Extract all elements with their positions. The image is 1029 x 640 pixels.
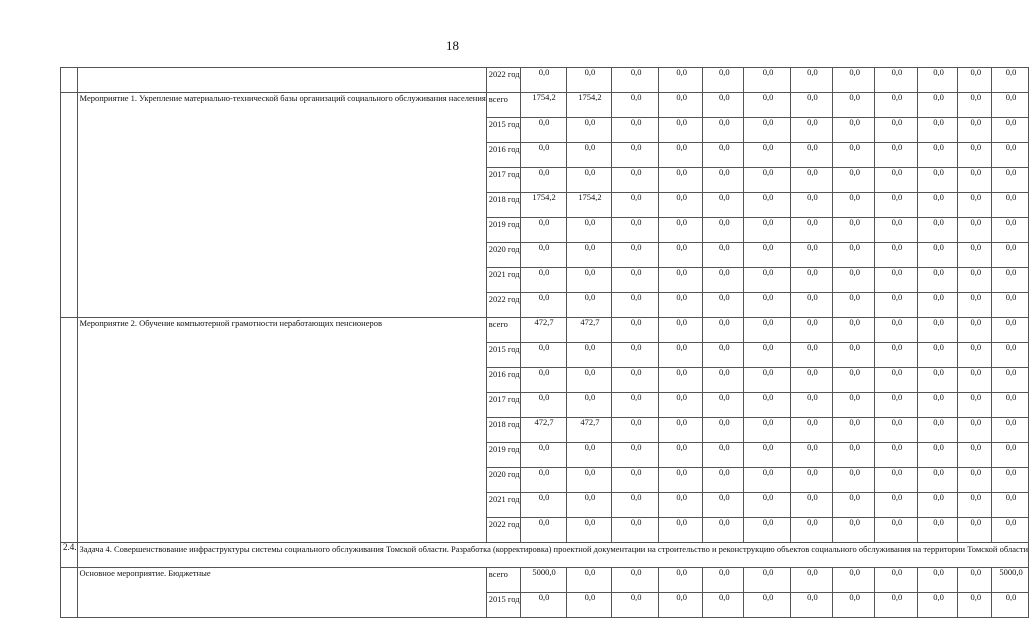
value-cell: 0,0	[875, 368, 917, 393]
value-cell: 0,0	[520, 293, 566, 318]
value-cell: 0,0	[659, 218, 703, 243]
value-cell: 5000,0	[992, 568, 1029, 593]
value-cell: 0,0	[992, 518, 1029, 543]
value-cell: 0,0	[917, 268, 958, 293]
value-cell: 0,0	[520, 443, 566, 468]
value-cell: 0,0	[566, 393, 612, 418]
value-cell: 0,0	[703, 218, 744, 243]
value-cell: 0,0	[659, 268, 703, 293]
table-row	[61, 318, 1029, 343]
year-cell: 2018 год	[486, 193, 520, 218]
value-cell: 0,0	[958, 318, 992, 343]
value-cell: 1754,2	[566, 193, 612, 218]
value-cell: 0,0	[875, 593, 917, 618]
value-cell: 0,0	[703, 443, 744, 468]
value-cell: 0,0	[520, 143, 566, 168]
value-cell: 0,0	[790, 93, 832, 118]
value-cell: 0,0	[744, 143, 791, 168]
value-cell: 0,0	[744, 93, 791, 118]
value-cell: 0,0	[917, 68, 958, 93]
value-cell: 0,0	[744, 393, 791, 418]
value-cell: 0,0	[790, 493, 832, 518]
value-cell: 0,0	[833, 518, 875, 543]
value-cell: 0,0	[992, 393, 1029, 418]
value-cell: 0,0	[744, 493, 791, 518]
value-cell: 0,0	[703, 518, 744, 543]
value-cell: 0,0	[566, 118, 612, 143]
value-cell: 0,0	[744, 218, 791, 243]
value-cell: 0,0	[833, 168, 875, 193]
value-cell: 0,0	[833, 143, 875, 168]
value-cell: 0,0	[917, 143, 958, 168]
value-cell: 0,0	[958, 93, 992, 118]
value-cell: 0,0	[612, 168, 659, 193]
value-cell: 0,0	[875, 193, 917, 218]
value-cell: 0,0	[612, 143, 659, 168]
value-cell: 0,0	[958, 493, 992, 518]
task-number: 2.4.	[61, 543, 78, 568]
value-cell: 0,0	[744, 318, 791, 343]
table-row	[61, 68, 1029, 93]
budget-table	[60, 67, 1029, 618]
row-number-cell	[61, 568, 78, 618]
value-cell: 0,0	[992, 218, 1029, 243]
value-cell: 0,0	[659, 68, 703, 93]
value-cell: 0,0	[790, 168, 832, 193]
value-cell: 0,0	[875, 493, 917, 518]
value-cell: 0,0	[659, 293, 703, 318]
value-cell: 0,0	[833, 193, 875, 218]
value-cell: 0,0	[703, 493, 744, 518]
value-cell: 0,0	[833, 343, 875, 368]
value-cell: 0,0	[992, 593, 1029, 618]
value-cell: 0,0	[790, 118, 832, 143]
value-cell: 0,0	[744, 118, 791, 143]
value-cell: 0,0	[790, 268, 832, 293]
value-cell: 0,0	[833, 268, 875, 293]
value-cell: 0,0	[703, 418, 744, 443]
value-cell: 0,0	[875, 443, 917, 468]
value-cell: 0,0	[875, 68, 917, 93]
value-cell: 0,0	[612, 493, 659, 518]
value-cell: 0,0	[520, 243, 566, 268]
value-cell: 0,0	[659, 318, 703, 343]
year-cell: 2021 год	[486, 268, 520, 293]
value-cell: 0,0	[992, 343, 1029, 368]
value-cell: 0,0	[566, 443, 612, 468]
value-cell: 0,0	[992, 268, 1029, 293]
value-cell: 0,0	[917, 293, 958, 318]
value-cell: 0,0	[958, 468, 992, 493]
value-cell: 0,0	[958, 568, 992, 593]
value-cell: 0,0	[790, 518, 832, 543]
value-cell: 0,0	[612, 268, 659, 293]
value-cell: 0,0	[992, 93, 1029, 118]
value-cell: 0,0	[659, 393, 703, 418]
value-cell: 0,0	[612, 318, 659, 343]
value-cell: 0,0	[703, 68, 744, 93]
value-cell: 0,0	[917, 218, 958, 243]
value-cell: 0,0	[790, 568, 832, 593]
value-cell: 0,0	[612, 218, 659, 243]
value-cell: 0,0	[790, 243, 832, 268]
value-cell: 0,0	[790, 468, 832, 493]
value-cell: 0,0	[612, 468, 659, 493]
value-cell: 0,0	[659, 443, 703, 468]
value-cell: 0,0	[659, 143, 703, 168]
row-number-cell	[61, 93, 78, 318]
value-cell: 0,0	[790, 343, 832, 368]
value-cell: 0,0	[744, 368, 791, 393]
value-cell: 0,0	[917, 118, 958, 143]
measure-name-cell: Мероприятие 1. Укрепление материально-технической базы организаций социального обслуживания населения	[77, 93, 486, 318]
value-cell: 0,0	[992, 293, 1029, 318]
value-cell: 0,0	[520, 268, 566, 293]
year-cell: всего	[486, 318, 520, 343]
value-cell: 0,0	[612, 393, 659, 418]
value-cell: 0,0	[520, 343, 566, 368]
year-cell: 2022 год	[486, 293, 520, 318]
value-cell: 0,0	[744, 243, 791, 268]
value-cell: 0,0	[992, 243, 1029, 268]
value-cell: 0,0	[744, 568, 791, 593]
value-cell: 1754,2	[520, 193, 566, 218]
value-cell: 0,0	[917, 368, 958, 393]
value-cell: 0,0	[703, 118, 744, 143]
value-cell: 0,0	[875, 293, 917, 318]
value-cell: 0,0	[744, 518, 791, 543]
value-cell: 0,0	[917, 193, 958, 218]
value-cell: 0,0	[566, 243, 612, 268]
value-cell: 0,0	[833, 468, 875, 493]
value-cell: 0,0	[992, 118, 1029, 143]
value-cell: 0,0	[917, 443, 958, 468]
value-cell: 0,0	[958, 143, 992, 168]
year-cell: 2019 год	[486, 443, 520, 468]
year-cell: 2016 год	[486, 143, 520, 168]
value-cell: 0,0	[833, 568, 875, 593]
value-cell: 0,0	[833, 368, 875, 393]
value-cell: 5000,0	[520, 568, 566, 593]
value-cell: 0,0	[659, 468, 703, 493]
value-cell: 0,0	[703, 268, 744, 293]
year-cell: 2015 год	[486, 118, 520, 143]
value-cell: 0,0	[875, 268, 917, 293]
value-cell: 0,0	[958, 593, 992, 618]
task-row	[61, 543, 1029, 568]
value-cell: 0,0	[703, 318, 744, 343]
task-description: Задача 4. Совершенствование инфраструктуры системы социального обслуживания Томской области. Разработка (корректировка) проектной документации на строительство и реконструкцию объектов социального обслуживания на территории Томской области	[77, 543, 1029, 568]
value-cell: 0,0	[958, 268, 992, 293]
value-cell: 0,0	[659, 118, 703, 143]
value-cell: 0,0	[917, 593, 958, 618]
value-cell: 0,0	[917, 343, 958, 368]
value-cell: 0,0	[520, 393, 566, 418]
value-cell: 0,0	[566, 143, 612, 168]
value-cell: 0,0	[875, 518, 917, 543]
value-cell: 0,0	[917, 318, 958, 343]
value-cell: 0,0	[833, 393, 875, 418]
year-cell: 2020 год	[486, 243, 520, 268]
value-cell: 0,0	[566, 218, 612, 243]
value-cell: 0,0	[744, 468, 791, 493]
value-cell: 0,0	[917, 93, 958, 118]
value-cell: 1754,2	[566, 93, 612, 118]
value-cell: 472,7	[566, 418, 612, 443]
value-cell: 0,0	[992, 193, 1029, 218]
value-cell: 0,0	[958, 243, 992, 268]
measure-name-cell: Основное мероприятие. Бюджетные	[77, 568, 486, 618]
value-cell: 0,0	[703, 368, 744, 393]
value-cell: 472,7	[520, 318, 566, 343]
value-cell: 0,0	[917, 243, 958, 268]
value-cell: 0,0	[703, 243, 744, 268]
value-cell: 0,0	[659, 368, 703, 393]
value-cell: 0,0	[566, 568, 612, 593]
value-cell: 0,0	[744, 68, 791, 93]
value-cell: 0,0	[992, 143, 1029, 168]
value-cell: 0,0	[833, 593, 875, 618]
value-cell: 0,0	[612, 68, 659, 93]
value-cell: 0,0	[790, 68, 832, 93]
value-cell: 0,0	[875, 393, 917, 418]
year-cell: 2015 год	[486, 343, 520, 368]
year-cell: 2017 год	[486, 393, 520, 418]
value-cell: 0,0	[703, 343, 744, 368]
value-cell: 0,0	[917, 493, 958, 518]
value-cell: 0,0	[875, 168, 917, 193]
value-cell: 0,0	[612, 568, 659, 593]
value-cell: 0,0	[790, 593, 832, 618]
year-cell: 2022 год	[486, 68, 520, 93]
value-cell: 0,0	[659, 93, 703, 118]
value-cell: 0,0	[917, 418, 958, 443]
value-cell: 1754,2	[520, 93, 566, 118]
value-cell: 0,0	[875, 143, 917, 168]
value-cell: 0,0	[833, 93, 875, 118]
value-cell: 0,0	[958, 418, 992, 443]
value-cell: 0,0	[790, 193, 832, 218]
value-cell: 0,0	[958, 118, 992, 143]
value-cell: 0,0	[520, 368, 566, 393]
value-cell: 0,0	[875, 243, 917, 268]
value-cell: 0,0	[992, 68, 1029, 93]
value-cell: 0,0	[992, 168, 1029, 193]
value-cell: 0,0	[958, 393, 992, 418]
value-cell: 0,0	[566, 343, 612, 368]
year-cell: 2016 год	[486, 368, 520, 393]
value-cell: 0,0	[833, 218, 875, 243]
value-cell: 0,0	[612, 93, 659, 118]
value-cell: 0,0	[992, 468, 1029, 493]
value-cell: 0,0	[566, 493, 612, 518]
value-cell: 0,0	[659, 243, 703, 268]
value-cell: 0,0	[833, 118, 875, 143]
value-cell: 0,0	[744, 418, 791, 443]
value-cell: 0,0	[917, 568, 958, 593]
value-cell: 0,0	[833, 493, 875, 518]
value-cell: 0,0	[958, 193, 992, 218]
value-cell: 0,0	[875, 468, 917, 493]
value-cell: 0,0	[833, 243, 875, 268]
value-cell: 0,0	[612, 593, 659, 618]
value-cell: 0,0	[659, 418, 703, 443]
value-cell: 0,0	[566, 268, 612, 293]
value-cell: 0,0	[703, 393, 744, 418]
value-cell: 0,0	[612, 243, 659, 268]
value-cell: 0,0	[875, 93, 917, 118]
value-cell: 0,0	[958, 293, 992, 318]
value-cell: 0,0	[992, 318, 1029, 343]
page-number: 18	[446, 38, 459, 53]
value-cell: 0,0	[875, 218, 917, 243]
value-cell: 0,0	[659, 568, 703, 593]
value-cell: 0,0	[703, 143, 744, 168]
value-cell: 0,0	[744, 168, 791, 193]
value-cell: 0,0	[917, 168, 958, 193]
value-cell: 0,0	[992, 443, 1029, 468]
value-cell: 0,0	[958, 343, 992, 368]
value-cell: 0,0	[612, 368, 659, 393]
value-cell: 0,0	[833, 418, 875, 443]
value-cell: 0,0	[917, 518, 958, 543]
value-cell: 0,0	[520, 118, 566, 143]
value-cell: 0,0	[833, 68, 875, 93]
value-cell: 0,0	[566, 293, 612, 318]
value-cell: 0,0	[958, 368, 992, 393]
value-cell: 0,0	[566, 468, 612, 493]
value-cell: 0,0	[917, 468, 958, 493]
value-cell: 0,0	[790, 393, 832, 418]
value-cell: 0,0	[659, 193, 703, 218]
value-cell: 472,7	[520, 418, 566, 443]
value-cell: 0,0	[744, 443, 791, 468]
value-cell: 0,0	[520, 68, 566, 93]
value-cell: 0,0	[659, 343, 703, 368]
year-cell: 2015 год	[486, 593, 520, 618]
row-number-cell	[61, 318, 78, 543]
value-cell: 472,7	[566, 318, 612, 343]
year-cell: 2017 год	[486, 168, 520, 193]
value-cell: 0,0	[833, 318, 875, 343]
value-cell: 0,0	[790, 143, 832, 168]
value-cell: 0,0	[520, 468, 566, 493]
value-cell: 0,0	[790, 318, 832, 343]
value-cell: 0,0	[520, 518, 566, 543]
value-cell: 0,0	[958, 168, 992, 193]
value-cell: 0,0	[566, 368, 612, 393]
value-cell: 0,0	[659, 493, 703, 518]
value-cell: 0,0	[566, 68, 612, 93]
value-cell: 0,0	[612, 118, 659, 143]
value-cell: 0,0	[520, 593, 566, 618]
year-cell: всего	[486, 568, 520, 593]
value-cell: 0,0	[612, 343, 659, 368]
value-cell: 0,0	[744, 193, 791, 218]
value-cell: 0,0	[917, 393, 958, 418]
measure-name-cell	[77, 68, 486, 93]
table-row	[61, 568, 1029, 593]
value-cell: 0,0	[790, 218, 832, 243]
value-cell: 0,0	[875, 568, 917, 593]
value-cell: 0,0	[790, 443, 832, 468]
value-cell: 0,0	[566, 518, 612, 543]
value-cell: 0,0	[992, 368, 1029, 393]
value-cell: 0,0	[703, 193, 744, 218]
value-cell: 0,0	[703, 93, 744, 118]
value-cell: 0,0	[566, 168, 612, 193]
row-number-cell	[61, 68, 78, 93]
year-cell: 2020 год	[486, 468, 520, 493]
value-cell: 0,0	[659, 168, 703, 193]
value-cell: 0,0	[744, 268, 791, 293]
value-cell: 0,0	[790, 368, 832, 393]
table-row	[61, 93, 1029, 118]
value-cell: 0,0	[958, 218, 992, 243]
value-cell: 0,0	[744, 293, 791, 318]
value-cell: 0,0	[875, 118, 917, 143]
value-cell: 0,0	[992, 418, 1029, 443]
value-cell: 0,0	[703, 568, 744, 593]
value-cell: 0,0	[703, 293, 744, 318]
value-cell: 0,0	[833, 443, 875, 468]
value-cell: 0,0	[875, 418, 917, 443]
value-cell: 0,0	[612, 293, 659, 318]
value-cell: 0,0	[566, 593, 612, 618]
value-cell: 0,0	[875, 318, 917, 343]
value-cell: 0,0	[612, 418, 659, 443]
measure-name-cell: Мероприятие 2. Обучение компьютерной грамотности неработающих пенсионеров	[77, 318, 486, 543]
value-cell: 0,0	[659, 593, 703, 618]
year-cell: 2021 год	[486, 493, 520, 518]
year-cell: всего	[486, 93, 520, 118]
value-cell: 0,0	[703, 468, 744, 493]
value-cell: 0,0	[744, 593, 791, 618]
value-cell: 0,0	[875, 343, 917, 368]
value-cell: 0,0	[612, 443, 659, 468]
value-cell: 0,0	[520, 168, 566, 193]
value-cell: 0,0	[744, 343, 791, 368]
value-cell: 0,0	[612, 193, 659, 218]
value-cell: 0,0	[520, 218, 566, 243]
value-cell: 0,0	[958, 443, 992, 468]
value-cell: 0,0	[992, 493, 1029, 518]
value-cell: 0,0	[790, 418, 832, 443]
value-cell: 0,0	[703, 168, 744, 193]
year-cell: 2019 год	[486, 218, 520, 243]
value-cell: 0,0	[958, 518, 992, 543]
value-cell: 0,0	[612, 518, 659, 543]
value-cell: 0,0	[833, 293, 875, 318]
value-cell: 0,0	[703, 593, 744, 618]
year-cell: 2018 год	[486, 418, 520, 443]
value-cell: 0,0	[958, 68, 992, 93]
value-cell: 0,0	[520, 493, 566, 518]
value-cell: 0,0	[790, 293, 832, 318]
year-cell: 2022 год	[486, 518, 520, 543]
value-cell: 0,0	[659, 518, 703, 543]
